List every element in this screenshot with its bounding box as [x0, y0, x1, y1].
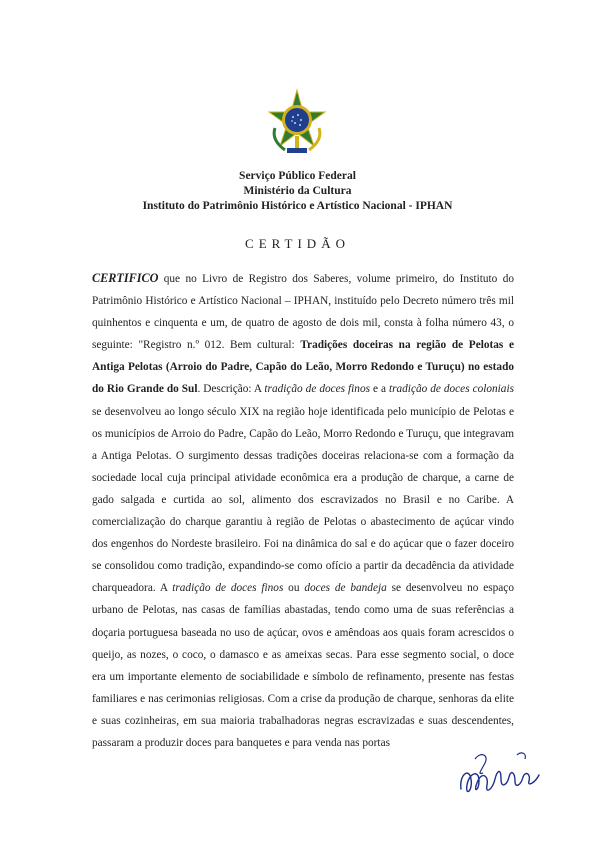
- cultural-asset-name: Tradições doceiras na região de Pelotas e Antiga Pelotas (Arroio do Padre, Capão do Leão, Morro Redondo e Turuçu) no estado do Rio Grande do Sul: [92, 339, 514, 396]
- certifico-word: CERTIFICO: [92, 271, 159, 285]
- header-service: Serviço Público Federal: [239, 170, 356, 182]
- emphasis-term: doces de bandeja: [304, 582, 387, 595]
- signature-image: [455, 745, 545, 805]
- body-text: . Descrição: A: [197, 383, 265, 396]
- body-text: ou: [283, 582, 305, 595]
- emphasis-term: tradição de doces finos: [172, 582, 284, 595]
- emphasis-term: tradição de doces finos: [264, 383, 370, 396]
- body-text: se desenvolveu ao longo século XIX na região hoje identificada pelo município de Pelotas e os municípios de Arroio do Padre, Capão do Leão, Morro Redondo e Turuçu, que integravam a Antiga Pelotas. O surgimento dessas tradições doceiras relaciona-se com a formação da sociedade local cuja principal atividade econômica era a produção de charque, a carne de gado salgada e curtida ao sol, alimento dos escravizados no Brasil e no Caribe. A comercialização do charque garantiu à região de Pelotas o abastecimento de açúcar vindo dos engenhos do Nordeste brasileiro. Foi na dinâmica do sal e do açúcar que o fazer doceiro se consolidou como tradição, expandindo-se como ofício a partir da decadência da atividade charqueadora. A: [92, 405, 514, 595]
- coat-of-arms-icon: [265, 88, 329, 158]
- document-title: CERTIDÃO: [245, 236, 350, 251]
- certificate-body: [92, 267, 514, 754]
- header-ministry: Ministério da Cultura: [243, 185, 352, 197]
- emphasis-term: tradição de doces coloniais: [388, 383, 514, 396]
- header-institute: Instituto do Patrimônio Histórico e Artístico Nacional - IPHAN: [142, 200, 453, 212]
- body-text: e a: [370, 383, 389, 396]
- body-text: se desenvolveu no espaço urbano de Pelotas, nas casas de famílias abastadas, tendo como uma de suas referências a doçaria portuguesa baseada no uso de açúcar, ovos e amêndoas aos quais foram acrescidos o queijo, as nozes, o coco, o damasco e as ameixas secas. Para esse segmento social, o doce era um importante elemento de sociabilidade e símbolo de refinamento, presente nas festas familiares e nas cerimonias religiosas. Com a crise da produção de charque, senhoras da elite e suas cozinheiras, em sua maioria trabalhadoras negras escravizadas e suas descendentes, passaram a produzir doces para banquetes e para venda nas portas: [92, 582, 514, 749]
- body-text: que no Livro de Registro dos Saberes, volume primeiro, do Instituto do Patrimônio Histórico e Artístico Nacional – IPHAN, instituído pelo Decreto número três mil quinhentos e cinquenta e um, de quatro de agosto de dois mil, consta à folha número 43, o seguinte: "Registro n.º 012. Bem cultural:: [92, 273, 514, 352]
